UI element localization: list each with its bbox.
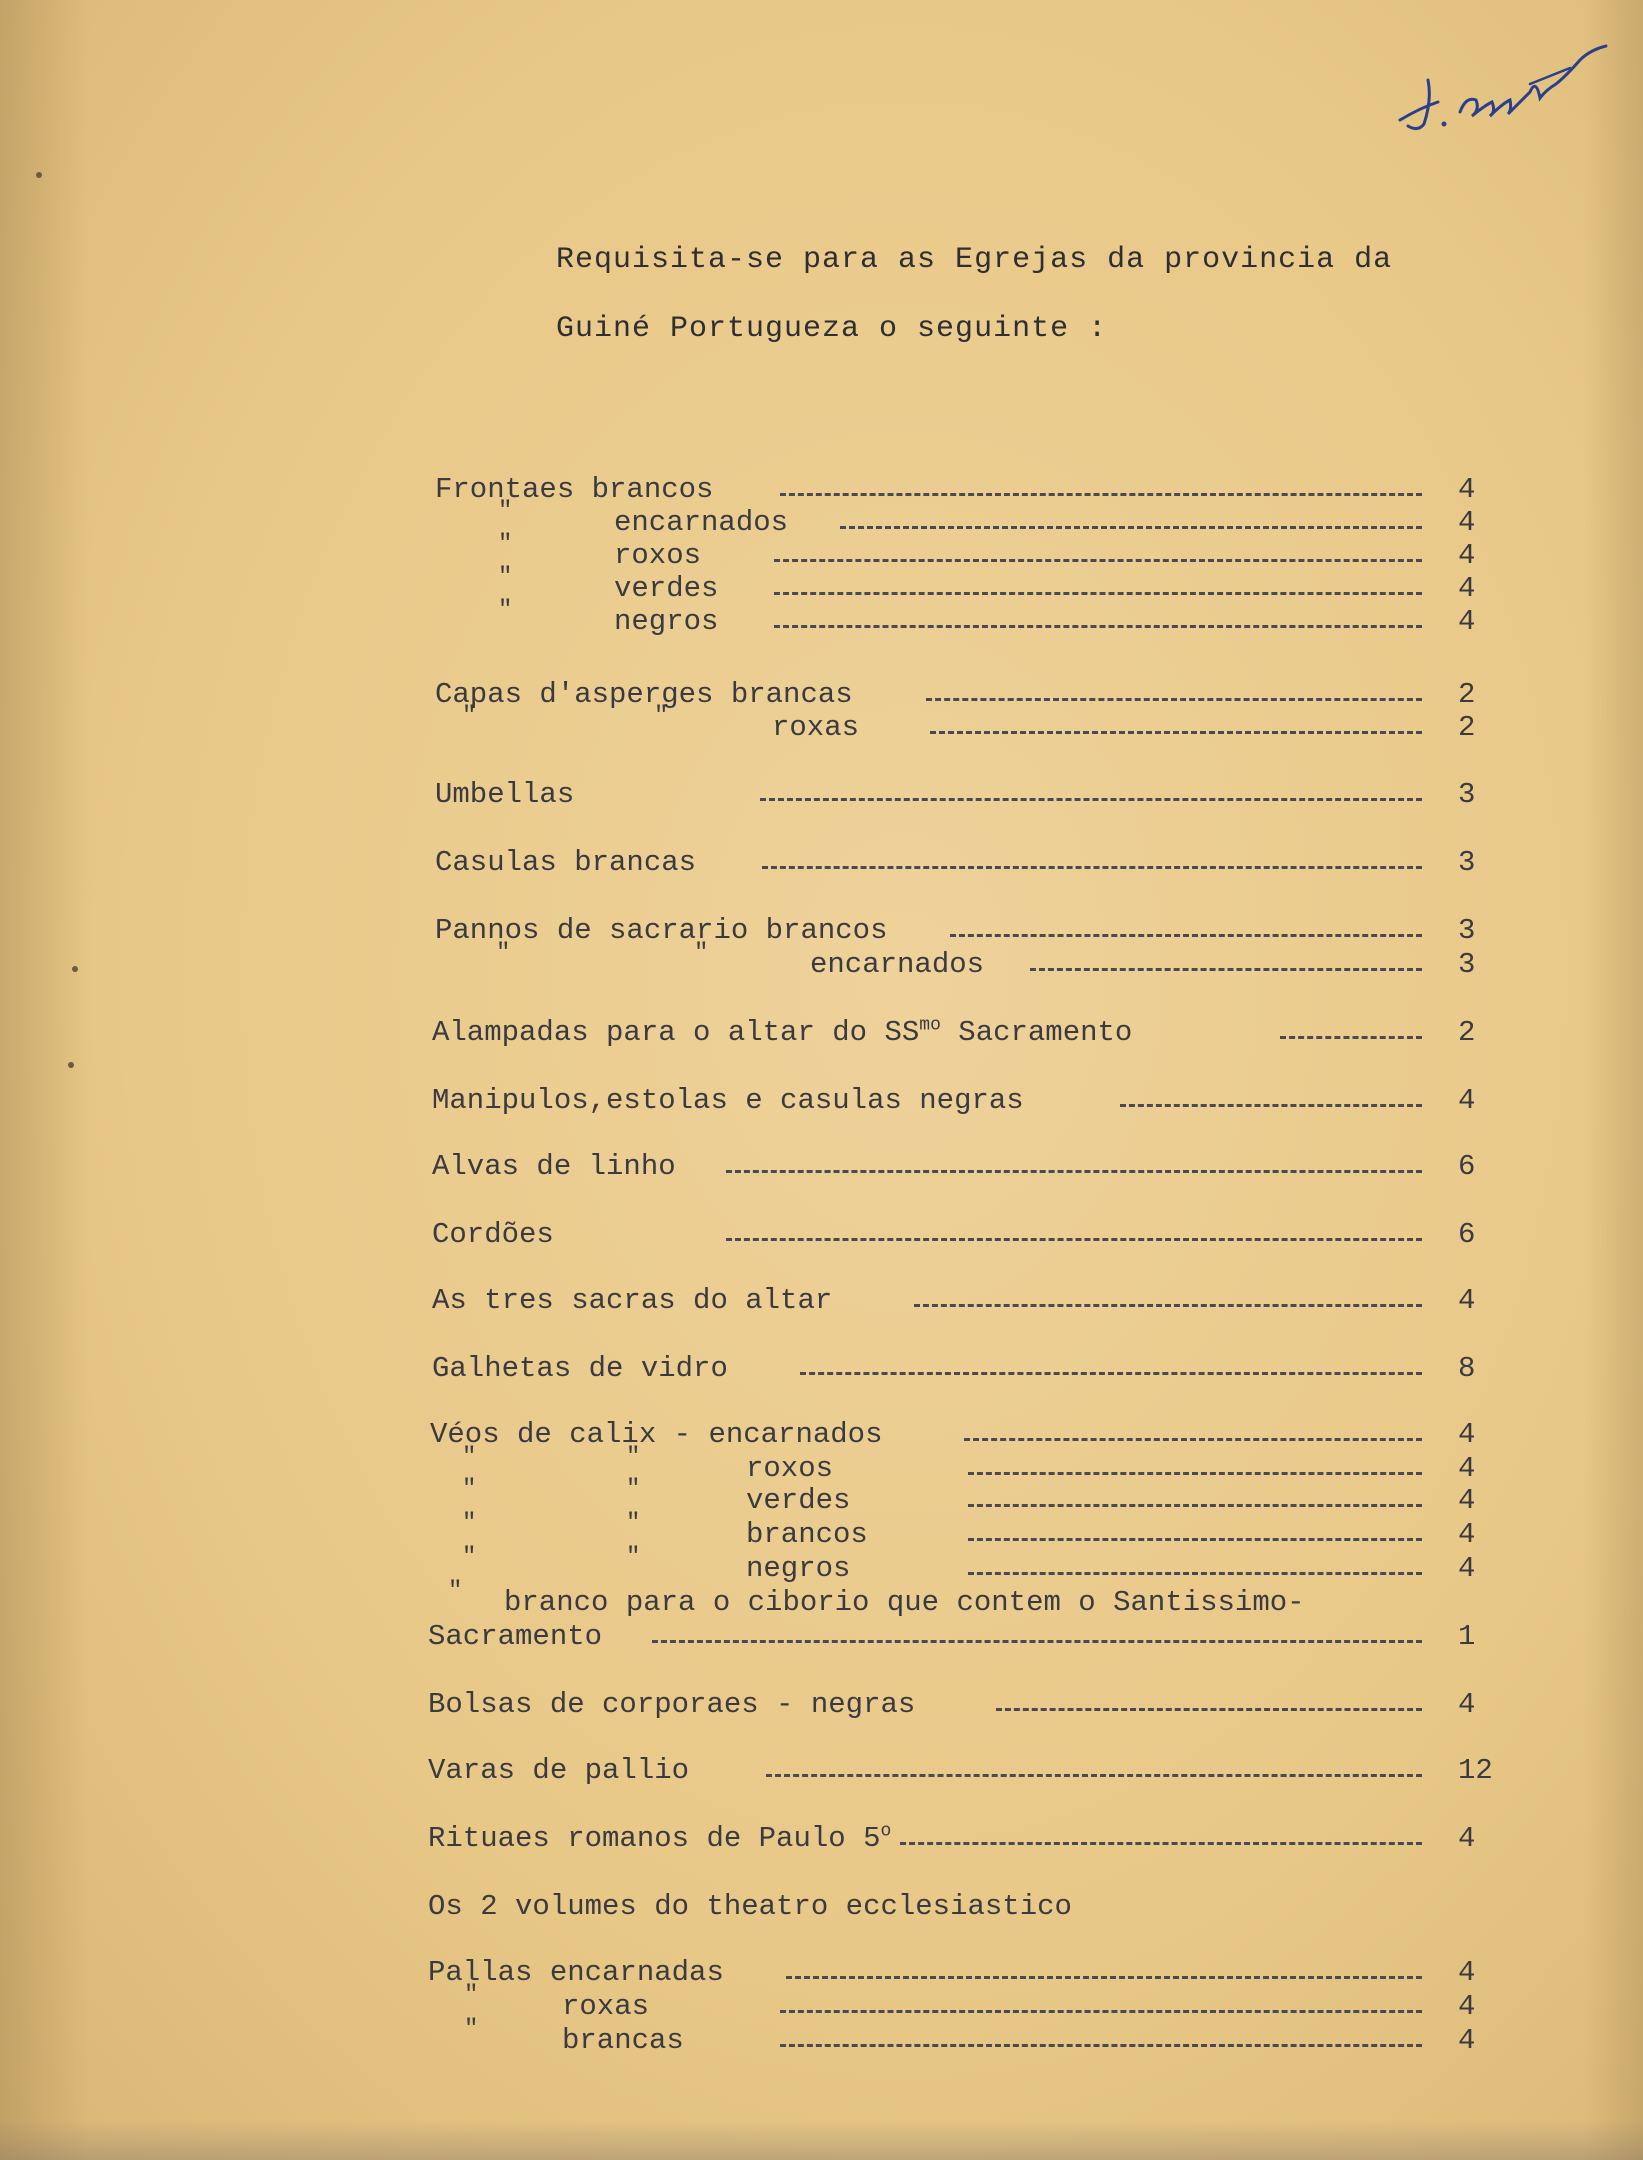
list-item: " " roxos 4	[462, 1444, 1476, 1485]
list-item: " branco para o ciborio que contem o Santissimo-	[448, 1578, 1305, 1619]
list-item: Casulas brancas 3	[435, 846, 1476, 879]
list-item: Capas d'asperges brancas 2	[435, 678, 1476, 711]
list-item: Rituaes romanos de Paulo 5$^o$ 4	[428, 1821, 1476, 1855]
list-item: Alvas de linho 6	[432, 1150, 1476, 1183]
list-item: " " negros 4	[462, 1544, 1476, 1585]
list-item: Pallas encarnadas 4	[428, 1956, 1476, 1989]
heading-line-2: Guiné Portugueza o seguinte :	[556, 312, 1108, 346]
list-item: " roxas 4	[464, 1982, 1476, 2023]
list-item: Cordões 6	[432, 1218, 1476, 1251]
list-item: Bolsas de corporaes - negras 4	[428, 1688, 1476, 1721]
list-item: Os 2 volumes do theatro ecclesiastico	[428, 1890, 1072, 1923]
list-item: Varas de pallio 12	[428, 1754, 1493, 1787]
list-item: " roxos 4	[498, 531, 1476, 572]
list-item: Frontaes brancos 4	[435, 473, 1476, 506]
list-item: Pannos de sacrario brancos 3	[435, 914, 1476, 947]
paper-spot	[36, 172, 42, 178]
list-item: Véos de calix - encarnados 4	[430, 1418, 1476, 1451]
list-item: " " verdes 4	[462, 1476, 1476, 1517]
list-item: " brancas 4	[464, 2016, 1476, 2057]
list-item: " " brancos 4	[462, 1510, 1476, 1551]
list-item: " encarnados 4	[498, 498, 1476, 539]
heading-line-1: Requisita-se para as Egrejas da provincia da	[556, 243, 1393, 277]
list-item: Sacramento 1	[428, 1620, 1476, 1653]
list-item: Umbellas 3	[435, 778, 1476, 811]
list-item: " " encarnados 3	[496, 940, 1476, 981]
list-item: " " roxas 2	[462, 703, 1476, 744]
list-item: Alampadas para o altar do $SS^{mo}$ Sacramento 2	[432, 1015, 1476, 1049]
paper-shadow-bottom	[0, 2120, 1643, 2160]
list-item: As tres sacras do altar 4	[432, 1284, 1476, 1317]
list-item: Manipulos,estolas e casulas negras 4	[432, 1084, 1476, 1117]
list-item: " negros 4	[498, 597, 1476, 638]
list-item: Galhetas de vidro 8	[432, 1352, 1476, 1385]
handwritten-signature	[1380, 20, 1620, 140]
paper-spot	[68, 1062, 74, 1068]
list-item: " verdes 4	[498, 564, 1476, 605]
